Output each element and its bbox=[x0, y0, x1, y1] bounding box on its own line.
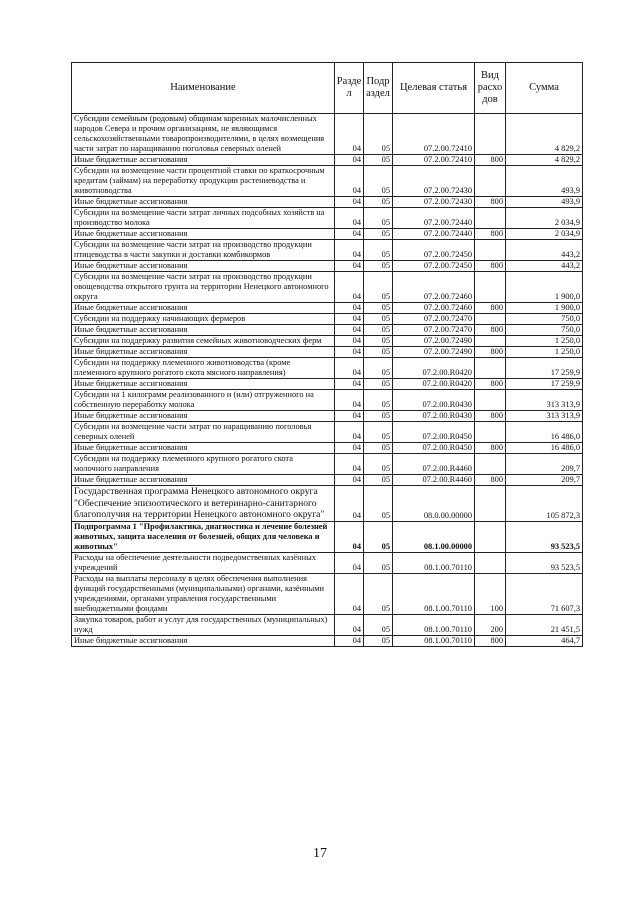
cell-name: Субсидии на поддержку племенного крупного рогатого скота молочного направления bbox=[72, 454, 335, 475]
cell-target: 07.2.00.72430 bbox=[393, 197, 475, 208]
table-body bbox=[72, 114, 583, 647]
cell-target: 07.2.00.R0450 bbox=[393, 443, 475, 454]
cell-sum: 443,2 bbox=[506, 240, 583, 261]
cell-subsection: 05 bbox=[364, 390, 393, 411]
cell-name: Субсидии на 1 килограмм реализованного и (или) отгруженного на собственную переработку молока bbox=[72, 390, 335, 411]
cell-type: 800 bbox=[475, 155, 506, 166]
cell-name: Расходы на выплаты персоналу в целях обеспечения выполнения функций государственными (муниципальными) органами, казёнными учреждениями, органами управления государственными внебюджетными фондами bbox=[72, 573, 335, 614]
table-row bbox=[72, 521, 583, 552]
header-target: Целевая статья bbox=[393, 63, 475, 114]
table-row bbox=[72, 443, 583, 454]
cell-target: 08.1.00.70110 bbox=[393, 552, 475, 573]
cell-type: 800 bbox=[475, 303, 506, 314]
cell-section: 04 bbox=[335, 336, 364, 347]
cell-name: Субсидии на поддержку племенного животноводства (кроме племенного крупного рогатого скота мясного направления) bbox=[72, 358, 335, 379]
table-row bbox=[72, 166, 583, 197]
cell-target: 07.2.00.72460 bbox=[393, 272, 475, 303]
cell-name: Иные бюджетные ассигнования bbox=[72, 379, 335, 390]
cell-target: 08.0.00.00000 bbox=[393, 486, 475, 522]
header-sum: Сумма bbox=[506, 63, 583, 114]
cell-sum: 16 486,0 bbox=[506, 422, 583, 443]
cell-type: 800 bbox=[475, 229, 506, 240]
cell-subsection: 05 bbox=[364, 155, 393, 166]
cell-sum: 209,7 bbox=[506, 454, 583, 475]
cell-section: 04 bbox=[335, 166, 364, 197]
cell-subsection: 05 bbox=[364, 325, 393, 336]
cell-type: 800 bbox=[475, 635, 506, 646]
cell-target: 07.2.00.72410 bbox=[393, 155, 475, 166]
cell-target: 08.1.00.00000 bbox=[393, 521, 475, 552]
cell-name: Иные бюджетные ассигнования bbox=[72, 475, 335, 486]
cell-sum: 93 523,5 bbox=[506, 552, 583, 573]
cell-sum: 313 313,9 bbox=[506, 411, 583, 422]
cell-target: 07.2.00.72410 bbox=[393, 114, 475, 155]
table-row bbox=[72, 272, 583, 303]
cell-subsection: 05 bbox=[364, 229, 393, 240]
cell-type bbox=[475, 454, 506, 475]
cell-sum: 1 250,0 bbox=[506, 347, 583, 358]
cell-subsection: 05 bbox=[364, 443, 393, 454]
cell-sum: 21 451,5 bbox=[506, 614, 583, 635]
cell-section: 04 bbox=[335, 411, 364, 422]
cell-subsection: 05 bbox=[364, 635, 393, 646]
cell-subsection: 05 bbox=[364, 422, 393, 443]
cell-type bbox=[475, 521, 506, 552]
table-row bbox=[72, 486, 583, 522]
table-row bbox=[72, 411, 583, 422]
cell-section: 04 bbox=[335, 454, 364, 475]
header-subsection: Подр аздел bbox=[364, 63, 393, 114]
cell-section: 04 bbox=[335, 390, 364, 411]
cell-section: 04 bbox=[335, 379, 364, 390]
table-row bbox=[72, 325, 583, 336]
cell-name: Иные бюджетные ассигнования bbox=[72, 261, 335, 272]
cell-target: 07.2.00.72490 bbox=[393, 336, 475, 347]
cell-section: 04 bbox=[335, 422, 364, 443]
cell-name: Субсидии на возмещение части затрат на производство продукции овощеводства открытого грунта на территории Ненецкого автономного округа bbox=[72, 272, 335, 303]
cell-sum: 750,0 bbox=[506, 325, 583, 336]
cell-section: 04 bbox=[335, 443, 364, 454]
cell-target: 07.2.00.72450 bbox=[393, 240, 475, 261]
cell-section: 04 bbox=[335, 229, 364, 240]
cell-type bbox=[475, 114, 506, 155]
cell-name: Субсидии на возмещение части затрат личных подсобных хозяйств на производство молока bbox=[72, 208, 335, 229]
cell-section: 04 bbox=[335, 573, 364, 614]
cell-sum: 493,9 bbox=[506, 166, 583, 197]
cell-subsection: 05 bbox=[364, 614, 393, 635]
cell-name: Субсидии на поддержку начинающих фермеров bbox=[72, 314, 335, 325]
cell-sum: 2 034,9 bbox=[506, 229, 583, 240]
cell-sum: 71 607,3 bbox=[506, 573, 583, 614]
cell-subsection: 05 bbox=[364, 261, 393, 272]
cell-target: 07.2.00.R4460 bbox=[393, 454, 475, 475]
cell-subsection: 05 bbox=[364, 314, 393, 325]
cell-sum: 17 259,9 bbox=[506, 379, 583, 390]
cell-name: Государственная программа Ненецкого автономного округа "Обеспечение эпизоотического и ветеринарно-санитарного благополучия на территории Ненецкого автономного округа" bbox=[72, 486, 335, 522]
cell-target: 07.2.00.R4460 bbox=[393, 475, 475, 486]
cell-sum: 750,0 bbox=[506, 314, 583, 325]
table-row bbox=[72, 261, 583, 272]
table-row bbox=[72, 208, 583, 229]
cell-subsection: 05 bbox=[364, 272, 393, 303]
header-section: Разде л bbox=[335, 63, 364, 114]
budget-table bbox=[71, 62, 583, 647]
table-row bbox=[72, 454, 583, 475]
cell-sum: 443,2 bbox=[506, 261, 583, 272]
cell-sum: 4 829,2 bbox=[506, 155, 583, 166]
cell-subsection: 05 bbox=[364, 114, 393, 155]
cell-sum: 493,9 bbox=[506, 197, 583, 208]
cell-name: Иные бюджетные ассигнования bbox=[72, 155, 335, 166]
cell-sum: 2 034,9 bbox=[506, 208, 583, 229]
cell-type: 800 bbox=[475, 261, 506, 272]
cell-type: 800 bbox=[475, 443, 506, 454]
table-row bbox=[72, 614, 583, 635]
cell-section: 04 bbox=[335, 635, 364, 646]
cell-name: Субсидии семейным (родовым) общинам коренных малочисленных народов Севера и прочим организациям, не являющимся сельскохозяйственными товаропроизводителями, в целях возмещения части затрат по наращиванию поголовья северных оленей bbox=[72, 114, 335, 155]
cell-subsection: 05 bbox=[364, 336, 393, 347]
cell-sum: 17 259,9 bbox=[506, 358, 583, 379]
cell-target: 07.2.00.72460 bbox=[393, 303, 475, 314]
table-row bbox=[72, 552, 583, 573]
cell-sum: 313 313,9 bbox=[506, 390, 583, 411]
cell-section: 04 bbox=[335, 303, 364, 314]
cell-section: 04 bbox=[335, 314, 364, 325]
cell-type bbox=[475, 240, 506, 261]
table-row bbox=[72, 475, 583, 486]
cell-type: 800 bbox=[475, 197, 506, 208]
cell-subsection: 05 bbox=[364, 411, 393, 422]
cell-type bbox=[475, 336, 506, 347]
cell-type bbox=[475, 272, 506, 303]
cell-type: 800 bbox=[475, 475, 506, 486]
table-header-row bbox=[72, 63, 583, 114]
cell-target: 08.1.00.70110 bbox=[393, 614, 475, 635]
cell-subsection: 05 bbox=[364, 521, 393, 552]
cell-target: 07.2.00.R0430 bbox=[393, 411, 475, 422]
table-row bbox=[72, 390, 583, 411]
table-row bbox=[72, 347, 583, 358]
cell-target: 07.2.00.72440 bbox=[393, 208, 475, 229]
cell-subsection: 05 bbox=[364, 166, 393, 197]
cell-target: 07.2.00.72450 bbox=[393, 261, 475, 272]
cell-target: 07.2.00.72490 bbox=[393, 347, 475, 358]
cell-subsection: 05 bbox=[364, 486, 393, 522]
cell-target: 07.2.00.R0420 bbox=[393, 379, 475, 390]
cell-sum: 209,7 bbox=[506, 475, 583, 486]
cell-subsection: 05 bbox=[364, 379, 393, 390]
cell-name: Иные бюджетные ассигнования bbox=[72, 635, 335, 646]
cell-name: Иные бюджетные ассигнования bbox=[72, 347, 335, 358]
table-row bbox=[72, 197, 583, 208]
cell-target: 07.2.00.72440 bbox=[393, 229, 475, 240]
cell-sum: 464,7 bbox=[506, 635, 583, 646]
table-row bbox=[72, 155, 583, 166]
cell-name: Закупка товаров, работ и услуг для государственных (муниципальных) нужд bbox=[72, 614, 335, 635]
header-type: Вид расхо дов bbox=[475, 63, 506, 114]
table-row bbox=[72, 358, 583, 379]
cell-sum: 4 829,2 bbox=[506, 114, 583, 155]
cell-name: Иные бюджетные ассигнования bbox=[72, 443, 335, 454]
cell-name: Субсидии на возмещение части процентной ставки по краткосрочным кредитам (займам) на переработку продукции растениеводства и животноводства bbox=[72, 166, 335, 197]
cell-sum: 1 900,0 bbox=[506, 303, 583, 314]
cell-section: 04 bbox=[335, 261, 364, 272]
table-row bbox=[72, 229, 583, 240]
cell-subsection: 05 bbox=[364, 358, 393, 379]
cell-section: 04 bbox=[335, 197, 364, 208]
cell-name: Иные бюджетные ассигнования bbox=[72, 197, 335, 208]
cell-name: Субсидии на возмещение части затрат на производство продукции птицеводства в части закупки и доставки комбикормов bbox=[72, 240, 335, 261]
cell-type bbox=[475, 208, 506, 229]
cell-subsection: 05 bbox=[364, 240, 393, 261]
page-number: 17 bbox=[313, 846, 327, 861]
cell-subsection: 05 bbox=[364, 347, 393, 358]
cell-name: Субсидии на поддержку развития семейных животноводческих ферм bbox=[72, 336, 335, 347]
cell-section: 04 bbox=[335, 240, 364, 261]
cell-name: Иные бюджетные ассигнования bbox=[72, 325, 335, 336]
cell-subsection: 05 bbox=[364, 197, 393, 208]
cell-section: 04 bbox=[335, 347, 364, 358]
cell-type: 800 bbox=[475, 325, 506, 336]
header-name: Наименование bbox=[72, 63, 335, 114]
cell-type bbox=[475, 166, 506, 197]
cell-type: 800 bbox=[475, 379, 506, 390]
cell-name: Подпрограмма 1 "Профилактика, диагностика и лечение болезней животных, защита населения от болезней, общих для человека и животных" bbox=[72, 521, 335, 552]
cell-target: 07.2.00.R0430 bbox=[393, 390, 475, 411]
cell-subsection: 05 bbox=[364, 208, 393, 229]
cell-name: Расходы на обеспечение деятельности подведомственных казённых учреждений bbox=[72, 552, 335, 573]
cell-target: 08.1.00.70110 bbox=[393, 635, 475, 646]
cell-name: Иные бюджетные ассигнования bbox=[72, 411, 335, 422]
cell-section: 04 bbox=[335, 475, 364, 486]
cell-subsection: 05 bbox=[364, 552, 393, 573]
cell-sum: 1 900,0 bbox=[506, 272, 583, 303]
cell-sum: 1 250,0 bbox=[506, 336, 583, 347]
cell-sum: 93 523,5 bbox=[506, 521, 583, 552]
cell-target: 07.2.00.R0420 bbox=[393, 358, 475, 379]
table-row bbox=[72, 314, 583, 325]
cell-section: 04 bbox=[335, 208, 364, 229]
cell-name: Иные бюджетные ассигнования bbox=[72, 303, 335, 314]
cell-type bbox=[475, 390, 506, 411]
cell-sum: 16 486,0 bbox=[506, 443, 583, 454]
cell-section: 04 bbox=[335, 272, 364, 303]
cell-target: 08.1.00.70110 bbox=[393, 573, 475, 614]
cell-type: 200 bbox=[475, 614, 506, 635]
cell-name: Субсидии на возмещение части затрат по наращиванию поголовья северных оленей bbox=[72, 422, 335, 443]
cell-section: 04 bbox=[335, 325, 364, 336]
cell-target: 07.2.00.R0450 bbox=[393, 422, 475, 443]
table-row bbox=[72, 303, 583, 314]
cell-section: 04 bbox=[335, 486, 364, 522]
cell-target: 07.2.00.72470 bbox=[393, 325, 475, 336]
cell-type bbox=[475, 486, 506, 522]
cell-subsection: 05 bbox=[364, 573, 393, 614]
cell-section: 04 bbox=[335, 358, 364, 379]
cell-subsection: 05 bbox=[364, 475, 393, 486]
cell-section: 04 bbox=[335, 614, 364, 635]
cell-type: 800 bbox=[475, 411, 506, 422]
cell-subsection: 05 bbox=[364, 454, 393, 475]
cell-type: 800 bbox=[475, 347, 506, 358]
cell-type bbox=[475, 422, 506, 443]
table-row bbox=[72, 422, 583, 443]
cell-subsection: 05 bbox=[364, 303, 393, 314]
cell-section: 04 bbox=[335, 114, 364, 155]
cell-type bbox=[475, 314, 506, 325]
cell-section: 04 bbox=[335, 155, 364, 166]
cell-sum: 105 872,3 bbox=[506, 486, 583, 522]
cell-type bbox=[475, 552, 506, 573]
table-row bbox=[72, 573, 583, 614]
cell-name: Иные бюджетные ассигнования bbox=[72, 229, 335, 240]
cell-type bbox=[475, 358, 506, 379]
cell-target: 07.2.00.72430 bbox=[393, 166, 475, 197]
table-row bbox=[72, 114, 583, 155]
cell-target: 07.2.00.72470 bbox=[393, 314, 475, 325]
cell-section: 04 bbox=[335, 552, 364, 573]
table-row bbox=[72, 635, 583, 646]
table-row bbox=[72, 336, 583, 347]
table-row bbox=[72, 240, 583, 261]
cell-type: 100 bbox=[475, 573, 506, 614]
cell-section: 04 bbox=[335, 521, 364, 552]
table-row bbox=[72, 379, 583, 390]
